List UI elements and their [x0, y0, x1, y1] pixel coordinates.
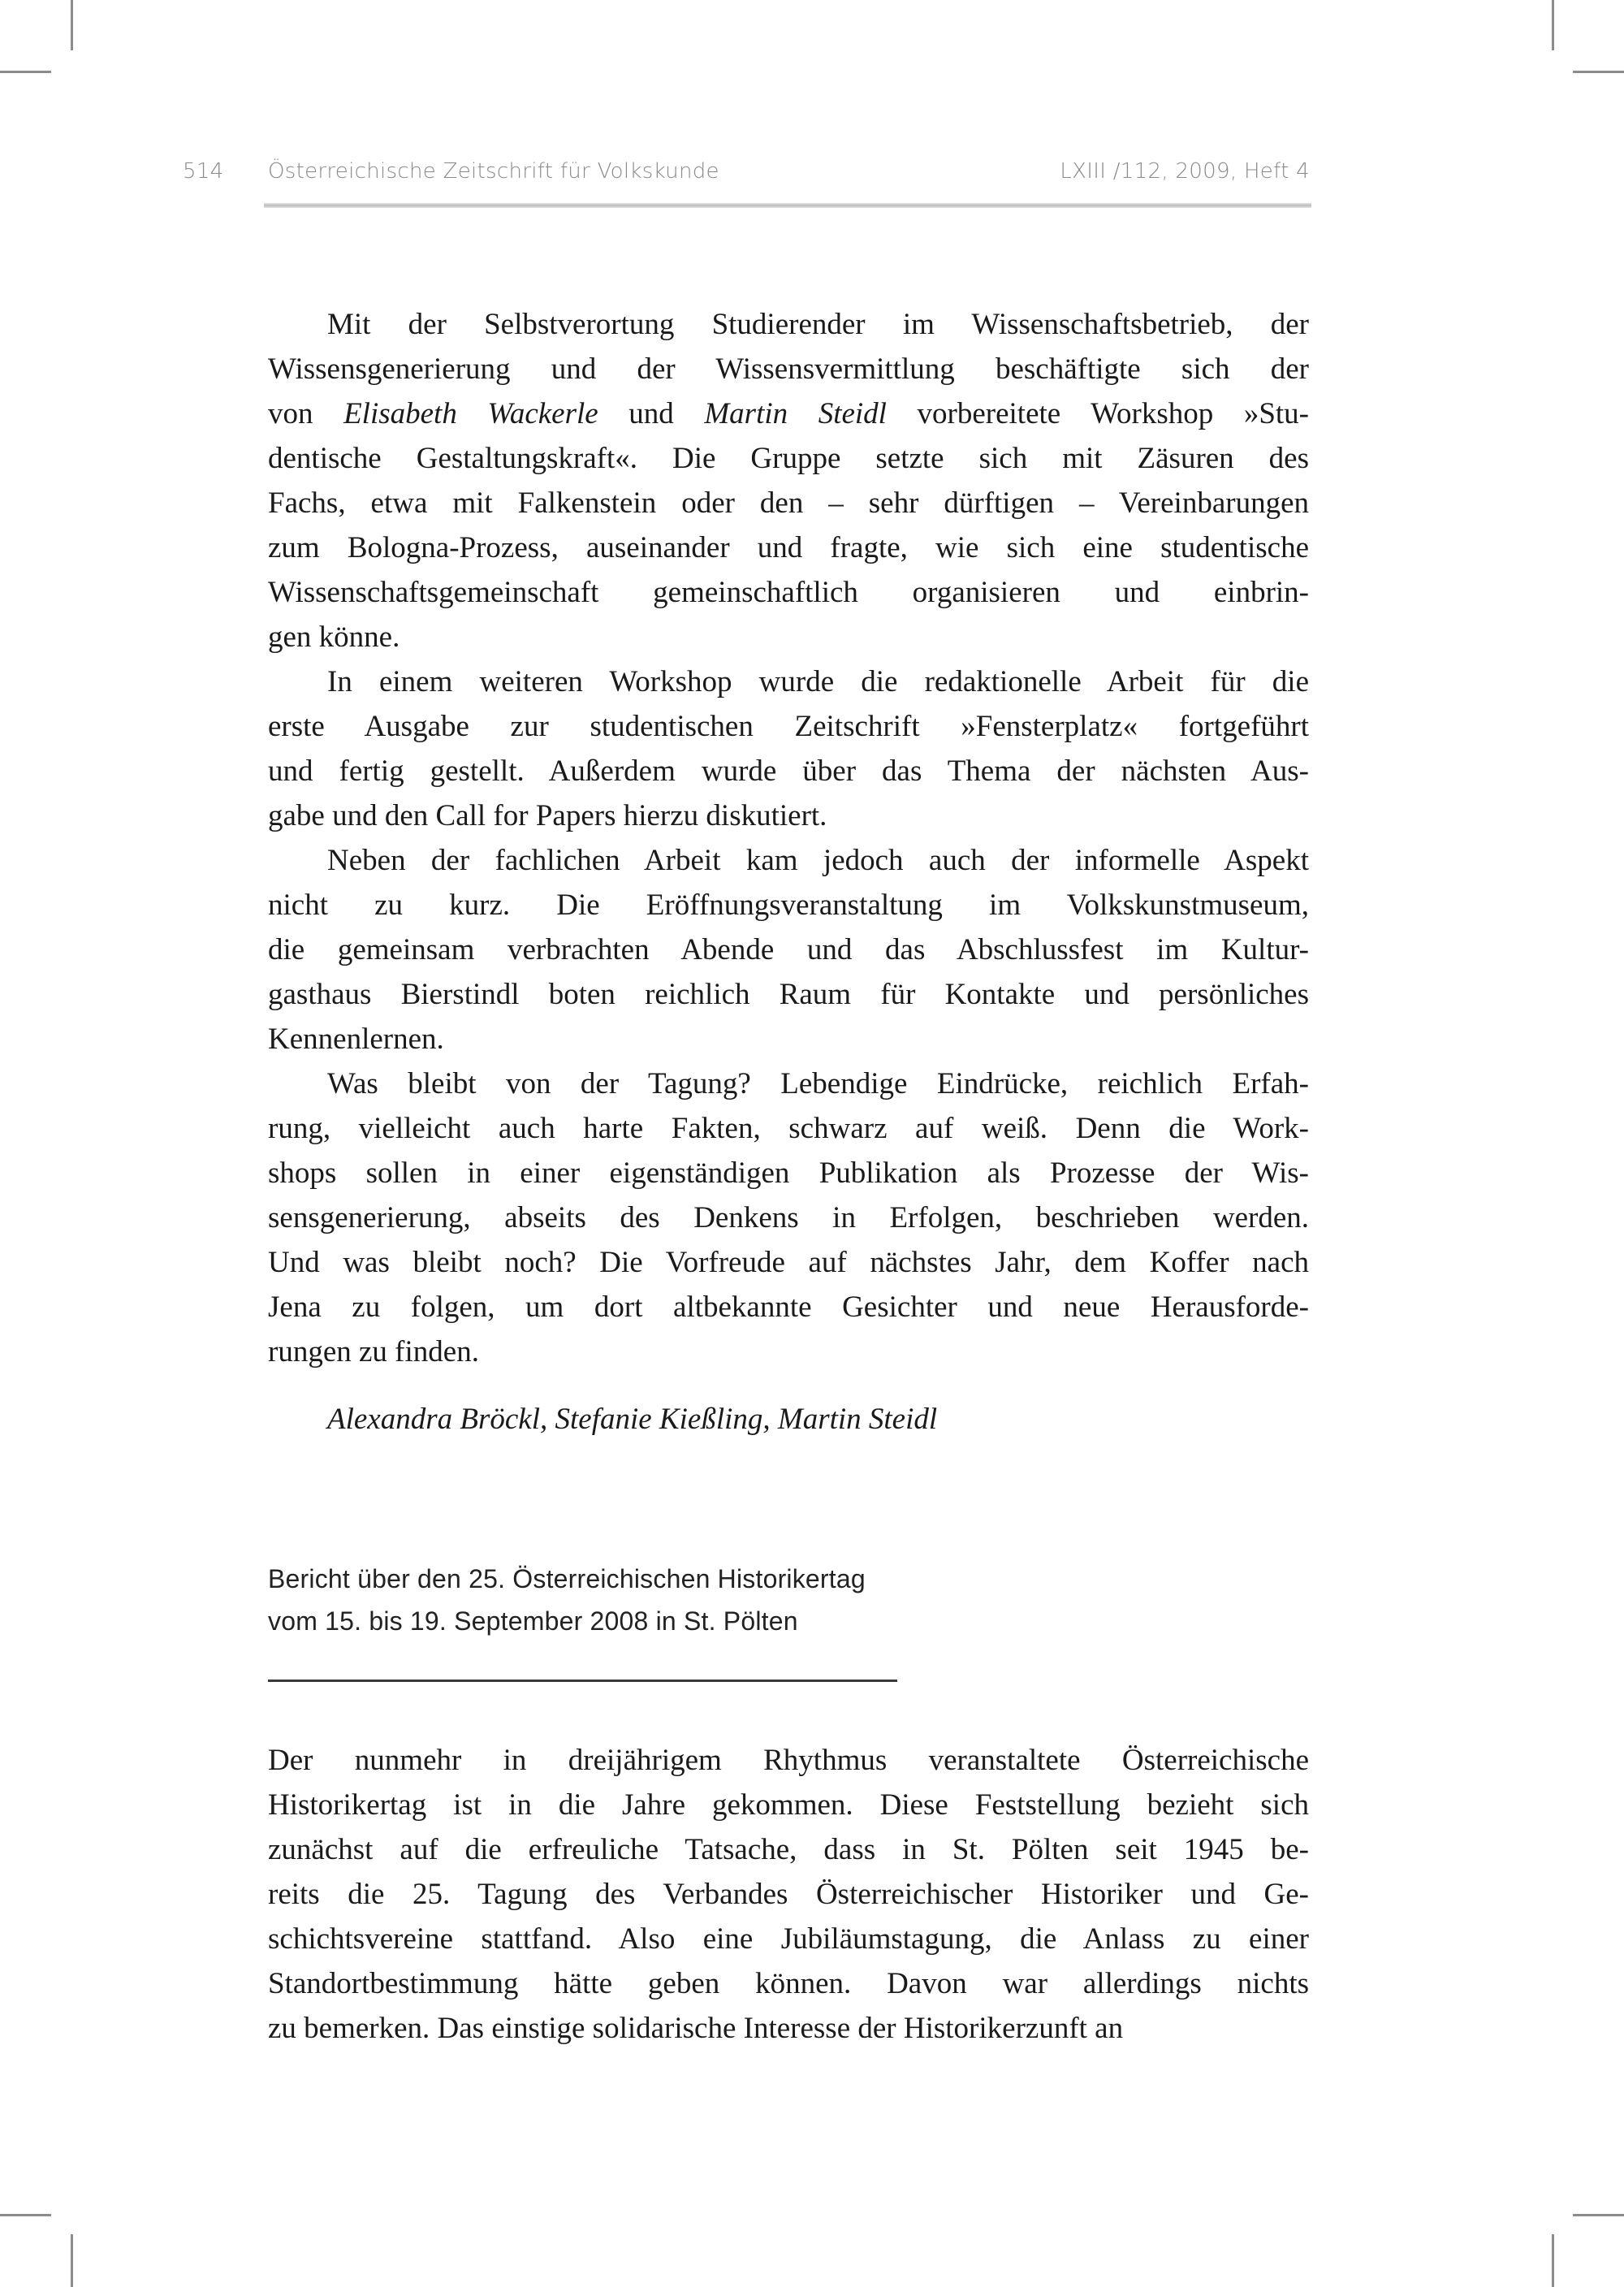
crop-mark-bottom-right-vertical — [1552, 2234, 1554, 2287]
text-line: rung, vielleicht auch harte Fakten, schwarz auf weiß. Denn die Work- — [268, 1112, 1309, 1145]
running-head — [183, 159, 1310, 192]
crop-mark-bottom-right-horizontal — [1573, 2214, 1624, 2216]
report2-heading-line1: Bericht über den 25. Österreichischen Historikertag — [268, 1564, 866, 1593]
italic-name: Elisabeth Wackerle — [343, 397, 598, 430]
text-line: Standortbestimmung hätte geben können. Davon war allerdings nichts — [268, 1967, 1309, 2000]
text-line: zum Bologna-Prozess, auseinander und fragte, wie sich eine studentische — [268, 531, 1309, 564]
text-line: nicht zu kurz. Die Eröffnungsveranstaltung im Volkskunstmuseum, — [268, 888, 1309, 922]
issue-info: LXIII /112, 2009, Heft 4 — [1060, 159, 1310, 184]
text-line: Neben der fachlichen Arbeit kam jedoch auch der informelle Aspekt — [327, 844, 1309, 877]
text-line: und fertig gestellt. Außerdem wurde über das Thema der nächsten Aus- — [268, 754, 1309, 788]
text-line: Und was bleibt noch? Die Vorfreude auf nächstes Jahr, dem Koffer nach — [268, 1246, 1309, 1279]
text-line: zu bemerken. Das einstige solidarische Interesse der Historikerzunft an — [268, 2012, 1124, 2045]
report1-authors: Alexandra Bröckl, Stefanie Kießling, Martin Steidl — [327, 1403, 938, 1436]
text-line: Kennenlernen. — [268, 1022, 444, 1056]
report2-body — [268, 1738, 1309, 2051]
text-line: Jena zu folgen, um dort altbekannte Gesichter und neue Herausforde- — [268, 1290, 1309, 1324]
text-line: gen könne. — [268, 620, 400, 654]
text-line: shops sollen in einer eigenständigen Publikation als Prozesse der Wis- — [268, 1156, 1309, 1190]
text-line: die gemeinsam verbrachten Abende und das Abschlussfest im Kultur- — [268, 933, 1309, 966]
crop-mark-top-right-horizontal — [1573, 71, 1624, 73]
text-line: sensgenerierung, abseits des Denkens in Erfolgen, beschrieben werden. — [268, 1201, 1309, 1234]
text-line: Der nunmehr in dreijährigem Rhythmus veranstaltete Österreichische — [268, 1744, 1309, 1777]
report2-heading-line2: vom 15. bis 19. September 2008 in St. Pölten — [268, 1606, 798, 1636]
text-line: reits die 25. Tagung des Verbandes Österreichischer Historiker und Ge- — [268, 1878, 1309, 1911]
text-line: gabe und den Call for Papers hierzu diskutiert. — [268, 799, 827, 832]
text-line: Mit der Selbstverortung Studierender im Wissenschaftsbetrieb, der — [327, 308, 1309, 341]
page-number: 514 — [183, 159, 224, 184]
text-line: Historikertag ist in die Jahre gekommen. Diese Feststellung bezieht sich — [268, 1788, 1309, 1822]
text-line: Wissenschaftsgemeinschaft gemeinschaftlich organisieren und einbrin- — [268, 576, 1309, 609]
text-line: Fachs, etwa mit Falkenstein oder den – sehr dürftigen – Vereinbarungen — [268, 486, 1309, 520]
text-line: rungen zu finden. — [268, 1335, 479, 1368]
report1-body — [268, 302, 1309, 1374]
text-line: gasthaus Bierstindl boten reichlich Raum für Kontakte und persönliches — [268, 978, 1309, 1011]
header-rule — [264, 203, 1311, 208]
heading-rule — [268, 1680, 897, 1682]
text-line: schichtsvereine stattfand. Also eine Jubiläumstagung, die Anlass zu einer — [268, 1922, 1309, 1956]
text-line: In einem weiteren Workshop wurde die redaktionelle Arbeit für die — [327, 665, 1309, 698]
italic-name: Martin Steidl — [704, 397, 887, 430]
crop-mark-top-left-vertical — [71, 0, 73, 50]
crop-mark-bottom-left-vertical — [71, 2234, 73, 2287]
crop-mark-top-left-horizontal — [0, 71, 51, 73]
text-line: Wissensgenerierung und der Wissensvermittlung beschäftigte sich der — [268, 352, 1309, 386]
text-line: erste Ausgabe zur studentischen Zeitschrift »Fensterplatz« fortgeführt — [268, 710, 1309, 743]
crop-mark-top-right-vertical — [1552, 0, 1554, 50]
text-line: zunächst auf die erfreuliche Tatsache, dass in St. Pölten seit 1945 be- — [268, 1833, 1309, 1866]
text-line: von Elisabeth Wackerle und Martin Steidl vorbereitete Workshop »Stu- — [268, 397, 1310, 430]
text-line: dentische Gestaltungskraft«. Die Gruppe setzte sich mit Zäsuren des — [268, 442, 1309, 475]
text-line: Was bleibt von der Tagung? Lebendige Eindrücke, reichlich Erfah- — [327, 1067, 1309, 1100]
journal-title: Österreichische Zeitschrift für Volkskunde — [268, 159, 719, 184]
report2-heading — [268, 1558, 866, 1642]
crop-mark-bottom-left-horizontal — [0, 2214, 51, 2216]
